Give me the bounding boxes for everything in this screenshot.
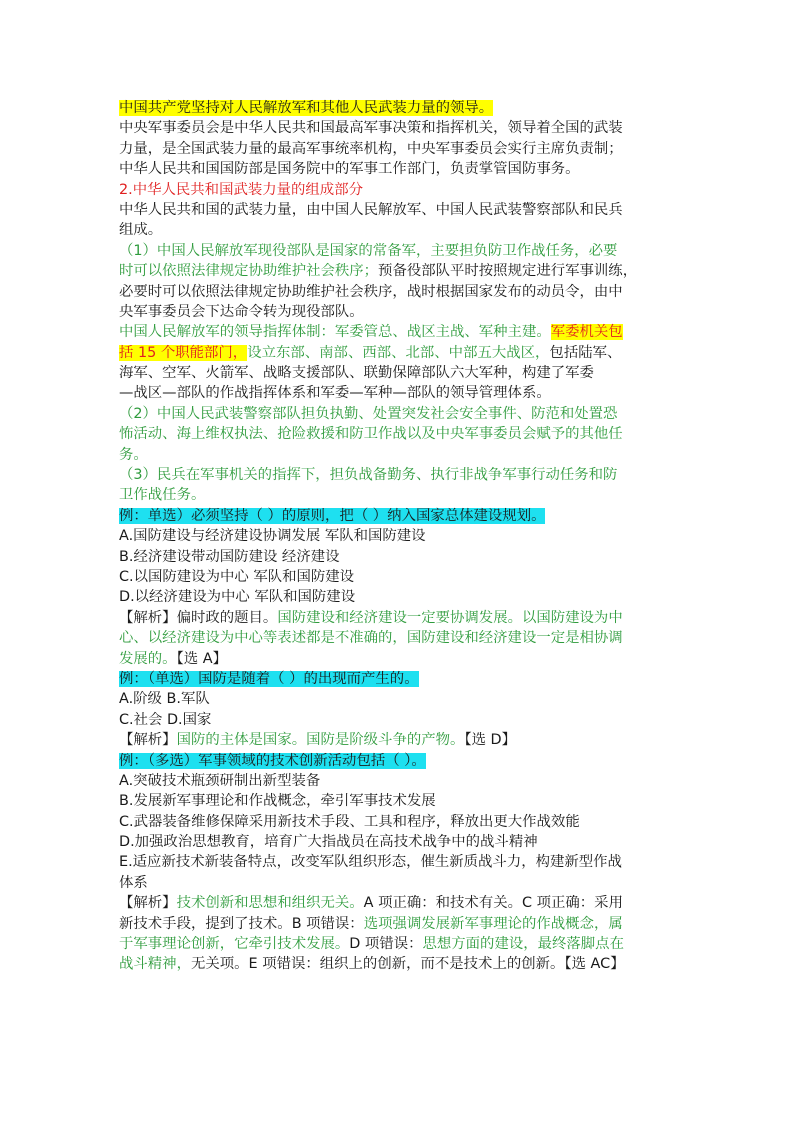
green-text: 设立东部、南部、西部、北部、中部五大战区， xyxy=(247,344,550,361)
black-text: 偏时政的题目。 xyxy=(176,609,278,626)
analysis-line xyxy=(119,608,689,628)
paragraph-line: 怖活动、海上维权执法、抢险救援和防卫作战以及中央军事委员会赋予的其他任 xyxy=(119,426,623,443)
option-a: A.突破技术瓶颈研制出新型装备 xyxy=(119,772,321,789)
analysis-label: 【解析】 xyxy=(119,609,177,626)
analysis-line xyxy=(119,934,689,954)
paragraph-line: 央军事委员会下达命令转为现役部队。 xyxy=(119,303,364,320)
analysis-line: 心、以经济建设为中心等表述都是不准确的，国防建设和经济建设一定是相协调 xyxy=(119,630,623,647)
green-text: 中国人民解放军的领导指挥体制：军委管总、战区主战、军种主建。 xyxy=(119,324,551,341)
paragraph-line: 务。 xyxy=(119,446,148,463)
paragraph-line xyxy=(119,343,689,363)
green-text: 思想方面的建设，最终落脚点在 xyxy=(422,936,624,953)
answer: 【选 A】 xyxy=(176,650,227,667)
question-text: 例：单选）必须坚持（ ）的原则，把（ ）纳入国家总体建设规划。 xyxy=(119,507,546,524)
paragraph-line: 组成。 xyxy=(119,222,163,239)
highlighted-red-text: 括 15 个职能部门， xyxy=(119,344,248,361)
paragraph-line: 中华人民共和国国防部是国务院中的军事工作部门，负责掌管国防事务。 xyxy=(119,161,580,178)
analysis-line xyxy=(119,954,689,974)
question-text: 例：（单选）国防是随着（ ）的出现而产生的。 xyxy=(119,670,419,687)
highlighted-text: 中国共产党坚持对人民解放军和其他人民武装力量的领导。 xyxy=(119,100,494,116)
black-text: D 项错误： xyxy=(349,936,423,953)
green-text: 技术创新和思想和组织无关。 xyxy=(176,895,364,912)
highlighted-red-text: 军委机关包 xyxy=(550,324,623,341)
option-e: E.适应新技术新装备特点，改变军队组织形态，催生新质战斗力，构建新型作战 xyxy=(119,854,622,871)
paragraph-line: 卫作战任务。 xyxy=(119,487,206,504)
question-text: 例：（多选）军事领域的技术创新活动包括（ ）。 xyxy=(119,752,426,769)
paragraph-line: 必要时可以依照法律规定协助维护社会秩序，战时根据国家发布的动员令，由中 xyxy=(119,283,623,300)
green-text: 发展的。 xyxy=(119,650,177,667)
analysis-line xyxy=(119,893,689,913)
green-text: 战斗精神， xyxy=(119,956,191,973)
option-e-cont: 体系 xyxy=(119,874,148,891)
document-page xyxy=(119,98,689,975)
black-text: 新技术手段，提到了技术。B 项错误： xyxy=(119,915,364,932)
question-3 xyxy=(119,751,689,771)
option-c: C.武器装备维修保障采用新技术手段、工具和程序，释放出更大作战效能 xyxy=(119,813,580,830)
black-text: 包括陆军、 xyxy=(549,344,622,361)
option-b: B.发展新军事理论和作战概念，牵引军事技术发展 xyxy=(119,793,436,810)
question-2 xyxy=(119,669,689,689)
black-text: 预备役部队平时按照规定进行军事训练， xyxy=(378,263,638,280)
paragraph-line: 海军、空军、火箭军、战略支援部队、联勤保障部队六大军种，构建了军委 xyxy=(119,365,594,382)
option-line: A.阶级 B.军队 xyxy=(119,691,210,708)
section-heading: 2.中华人民共和国武装力量的组成部分 xyxy=(119,181,363,198)
paragraph-line: 力量，是全国武装力量的最高军事统率机构，中央军事委员会实行主席负责制； xyxy=(119,140,623,157)
analysis-line xyxy=(119,914,689,934)
analysis-label: 【解析】 xyxy=(119,732,177,749)
black-text: A 项正确：和技术有关。C 项正确：采用 xyxy=(363,895,623,912)
paragraph-line: 中央军事委员会是中华人民共和国最高军事决策和指挥机关，领导着全国的武装 xyxy=(119,120,623,137)
option-line: C.社会 D.国家 xyxy=(119,711,212,728)
green-text: 国防建设和经济建设一定要协调发展。以国防建设为中 xyxy=(277,609,623,626)
option-d: D.以经济建设为中心 军队和国防建设 xyxy=(119,589,356,606)
analysis-line xyxy=(119,730,689,750)
green-text: 选项强调发展新军事理论的作战概念，属 xyxy=(363,915,623,932)
option-a: A.国防建设与经济建设协调发展 军队和国防建设 xyxy=(119,528,426,545)
black-text: 无关项。E 项错误：组织上的创新，而不是技术上的创新。 xyxy=(190,956,565,973)
question-1 xyxy=(119,506,689,526)
option-b: B.经济建设带动国防建设 经济建设 xyxy=(119,548,340,565)
paragraph-line: 中华人民共和国的武装力量，由中国人民解放军、中国人民武装警察部队和民兵 xyxy=(119,201,623,218)
paragraph-line: （3）民兵在军事机关的指挥下，担负战备勤务、执行非战争军事行动任务和防 xyxy=(119,467,618,484)
analysis-line xyxy=(119,649,689,669)
paragraph-line: （2）中国人民武装警察部队担负执勤、处置突发社会安全事件、防范和处置恐 xyxy=(119,405,618,422)
green-text: 于军事理论创新，它牵引技术发展。 xyxy=(119,936,350,953)
answer: 【选 AC】 xyxy=(564,956,625,973)
analysis-label: 【解析】 xyxy=(119,895,177,912)
paragraph-line: （1）中国人民解放军现役部队是国家的常备军，主要担负防卫作战任务，必要 xyxy=(119,242,618,259)
option-c: C.以国防建设为中心 军队和国防建设 xyxy=(119,568,355,585)
paragraph-line xyxy=(119,322,689,342)
paragraph-line: —战区—部队的作战指挥体系和军委—军种—部队的领导管理体系。 xyxy=(119,385,551,402)
option-d: D.加强政治思想教育，培育广大指战员在高技术战争中的战斗精神 xyxy=(119,834,538,851)
paragraph-line xyxy=(119,261,689,281)
green-text: 时可以依照法律规定协助维护社会秩序； xyxy=(119,263,379,280)
answer: 【选 D】 xyxy=(464,732,517,749)
leadership-principle xyxy=(119,98,689,118)
green-text: 国防的主体是国家。国防是阶级斗争的产物。 xyxy=(176,732,465,749)
